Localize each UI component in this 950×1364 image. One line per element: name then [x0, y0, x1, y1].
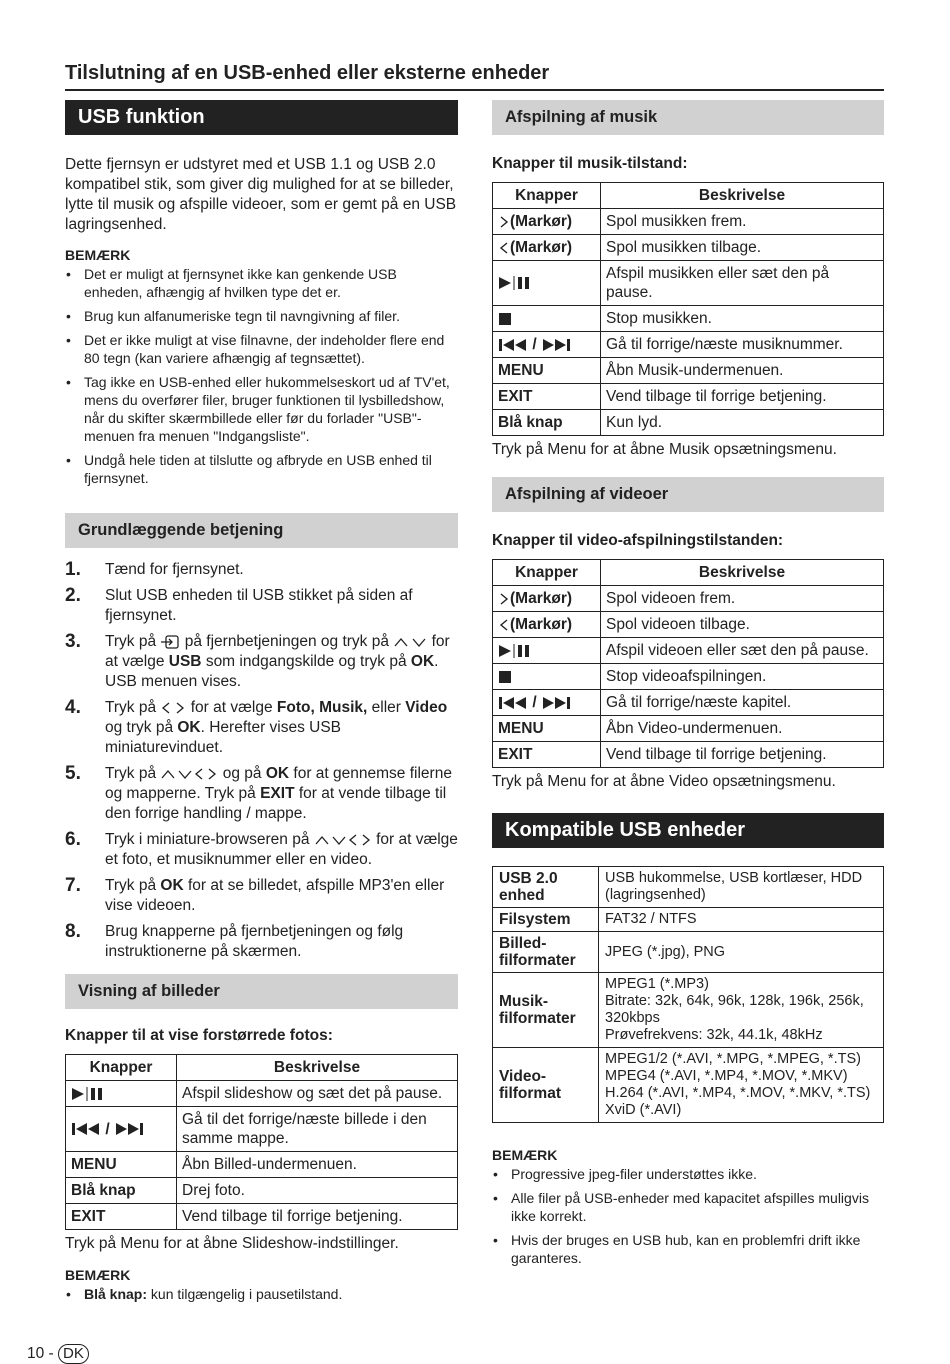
table-row: / Gå til det forrige/næste billede i den samme mappe.: [66, 1107, 458, 1152]
video-subheading: Knapper til video-afspilningstilstanden:: [492, 532, 784, 549]
prev-next-icon: [71, 1121, 101, 1138]
photos-note-title: BEMÆRK: [65, 1267, 131, 1283]
cursor-right-icon: [498, 590, 510, 607]
play-pause-icon: [498, 275, 532, 292]
left-column: [65, 100, 458, 1309]
photos-heading: Visning af billeder: [65, 974, 458, 1009]
table-row: EXIT Vend tilbage til forrige betjening.: [66, 1204, 458, 1230]
photos-after-text: Tryk på Menu for at åbne Slideshow-indstillinger.: [65, 1235, 399, 1252]
table-row: EXIT Vend tilbage til forrige betjening.: [493, 742, 884, 768]
right-column: [492, 100, 884, 1273]
photos-notes: [65, 1285, 458, 1303]
up-down-icon: [393, 633, 427, 650]
country-badge: DK: [58, 1344, 89, 1364]
table-row: (Markør) Spol videoen tilbage.: [493, 612, 884, 638]
table-row: Blå knap Kun lyd.: [493, 410, 884, 436]
table-row: Afspil slideshow og sæt det på pause.: [66, 1081, 458, 1107]
page-title: Tilslutning af en USB-enhed eller eksterne enheder: [65, 62, 884, 91]
table-row: Video-filformat MPEG1/2 (*.AVI, *.MPG, *.MPEG, *.TS) MPEG4 (*.AVI, *.MP4, *.MOV, *.MKV) H.264 (*.AVI, *.MP4, *.MOV, *.MKV, *.TS) XviD (*.AVI): [493, 1048, 884, 1123]
arrows-icon: [160, 765, 218, 782]
page-number: 10 - DK: [27, 1344, 89, 1364]
video-after-text: Tryk på Menu for at åbne Video opsætningsmenu.: [492, 773, 836, 790]
table-row: / Gå til forrige/næste kapitel.: [493, 690, 884, 716]
note-item: • Blå knap: kun tilgængelig i pausetilstand.: [65, 1285, 458, 1303]
stop-icon: [498, 310, 512, 327]
video-heading: Afspilning af videoer: [492, 477, 884, 512]
music-after-text: Tryk på Menu for at åbne Musik opsætningsmenu.: [492, 441, 837, 458]
table-row: (Markør) Spol musikken tilbage.: [493, 235, 884, 261]
note-item: • Det er muligt at fjernsynet ikke kan genkende USB enheden, afhængig af hvilken type det er.: [65, 265, 458, 301]
step-item: 2. Slut USB enheden til USB stikket på siden af fjernsynet.: [65, 585, 413, 624]
play-pause-icon: [71, 1085, 105, 1102]
video-table: Knapper Beskrivelse (Markør) Spol videoen frem. (Markør) Spol videoen tilbage. Afspil videoen eller sæt den på pause. Stop videoafspilningen. / Gå til forrige/næste kapitel. MENU Åbn Video-undermenuen. EXIT Vend tilbage til forrige betjening.: [492, 559, 884, 768]
photos-subheading: Knapper til at vise forstørrede fotos:: [65, 1027, 333, 1044]
step-item: 1. Tænd for fjernsynet.: [65, 559, 244, 580]
prev-next-icon: [114, 1121, 144, 1138]
table-row: Billed-filformater JPEG (*.jpg), PNG: [493, 932, 884, 973]
cursor-right-icon: [498, 213, 510, 230]
compat-heading: Kompatible USB enheder: [492, 813, 884, 848]
table-row: EXIT Vend tilbage til forrige betjening.: [493, 384, 884, 410]
step-item: 7. Tryk på OK for at se billedet, afspille MP3'en eller vise videoen.: [65, 875, 445, 914]
table-row: Stop musikken.: [493, 306, 884, 332]
step-item: 6. Tryk i miniature-browseren på for at vælge et foto, et musiknummer eller en video.: [65, 829, 458, 868]
steps-list: [65, 560, 458, 962]
table-row: Filsystem FAT32 / NTFS: [493, 908, 884, 932]
cursor-left-icon: [498, 616, 510, 633]
prev-next-icon: [541, 336, 571, 353]
arrows-icon: [314, 831, 372, 848]
table-row: MENU Åbn Video-undermenuen.: [493, 716, 884, 742]
note-item: • Progressive jpeg-filer understøttes ikke.: [492, 1165, 884, 1183]
note-item: • Brug kun alfanumeriske tegn til navngivning af filer.: [65, 307, 458, 325]
prev-next-icon: [541, 694, 571, 711]
table-row: (Markør) Spol videoen frem.: [493, 586, 884, 612]
compat-note-title: BEMÆRK: [492, 1147, 558, 1163]
usb-intro: Dette fjernsyn er udstyret med et USB 1.1 og USB 2.0 kompatibel stik, som giver dig mulighed for at se billeder, lytte til musik og afspille videoer, som er gemt på en USB lagringsenhed.: [65, 156, 457, 233]
input-source-icon: [160, 633, 180, 650]
table-row: Musik-filformater MPEG1 (*.MP3) Bitrate: 32k, 64k, 96k, 128k, 196k, 256k, 320kbps Prøvefrekvens: 32k, 44.1k, 48kHz: [493, 973, 884, 1048]
step-item: 5. Tryk på og på OK for at gennemse filerne og mapperne. Tryk på EXIT for at vende tilbage til den forrige handling / mappe.: [65, 763, 452, 822]
note-item: • Tag ikke en USB-enhed eller hukommelseskort ud af TV'et, mens du overfører filer, bruger funktionen til lysbilledshow, når du skifter skærmbillede eller før du forlader "USB"-menuen fra menuen "Indgangsliste".: [65, 373, 458, 445]
usb-notes: [65, 265, 458, 487]
table-row: MENU Åbn Billed-undermenuen.: [66, 1152, 458, 1178]
table-row: USB 2.0 enhed USB hukommelse, USB kortlæser, HDD (lagringsenhed): [493, 867, 884, 908]
table-row: Stop videoafspilningen.: [493, 664, 884, 690]
note-item: • Det er ikke muligt at vise filnavne, der indeholder flere end 80 tegn (kan variere afhængig af tegnsættet).: [65, 331, 458, 367]
note-item: • Alle filer på USB-enheder med kapacitet afspilles muligvis ikke korrekt.: [492, 1189, 884, 1225]
music-subheading: Knapper til musik-tilstand:: [492, 155, 688, 172]
step-item: 4. Tryk på for at vælge Foto, Musik, eller Video og tryk på OK. Herefter vises USB miniaturevinduet.: [65, 697, 448, 756]
usb-heading: USB funktion: [65, 100, 458, 135]
left-right-icon: [160, 699, 186, 716]
compat-table: [492, 866, 884, 1123]
table-row: / Gå til forrige/næste musiknummer.: [493, 332, 884, 358]
table-row: Afspil musikken eller sæt den på pause.: [493, 261, 884, 306]
prev-next-icon: [498, 336, 528, 353]
stop-icon: [498, 668, 512, 685]
play-pause-icon: [498, 642, 532, 659]
music-heading: Afspilning af musik: [492, 100, 884, 135]
note-item: • Hvis der bruges en USB hub, kan en problemfri drift ikke garanteres.: [492, 1231, 884, 1267]
basic-heading: Grundlæggende betjening: [65, 513, 458, 548]
note-item: • Undgå hele tiden at tilslutte og afbryde en USB enhed til fjernsynet.: [65, 451, 458, 487]
step-item: 3. Tryk på på fjernbetjeningen og tryk på for at vælge USB som indgangskilde og tryk på OK. USB menuen vises.: [65, 631, 450, 690]
compat-notes: [492, 1165, 884, 1267]
table-row: Blå knap Drej foto.: [66, 1178, 458, 1204]
table-row: (Markør) Spol musikken frem.: [493, 209, 884, 235]
table-row: MENU Åbn Musik-undermenuen.: [493, 358, 884, 384]
photos-table: Knapper Beskrivelse Afspil slideshow og sæt det på pause. / Gå til det forrige/næste billede i den samme mappe. MENU Åbn Billed-undermenuen. Blå knap Drej foto. EXIT Vend tilbage til forrige betjening.: [65, 1054, 458, 1230]
prev-next-icon: [498, 694, 528, 711]
cursor-left-icon: [498, 239, 510, 256]
step-item: 8. Brug knapperne på fjernbetjeningen og følg instruktionerne på skærmen.: [65, 921, 404, 960]
usb-note-title: BEMÆRK: [65, 247, 131, 263]
music-table: Knapper Beskrivelse (Markør) Spol musikken frem. (Markør) Spol musikken tilbage. Afspil musikken eller sæt den på pause. Stop musikken. / Gå til forrige/næste musiknummer. MENU Åbn Musik-undermenuen. EXIT Vend tilbage til forrige betjening. Blå knap Kun lyd.: [492, 182, 884, 436]
table-row: Afspil videoen eller sæt den på pause.: [493, 638, 884, 664]
